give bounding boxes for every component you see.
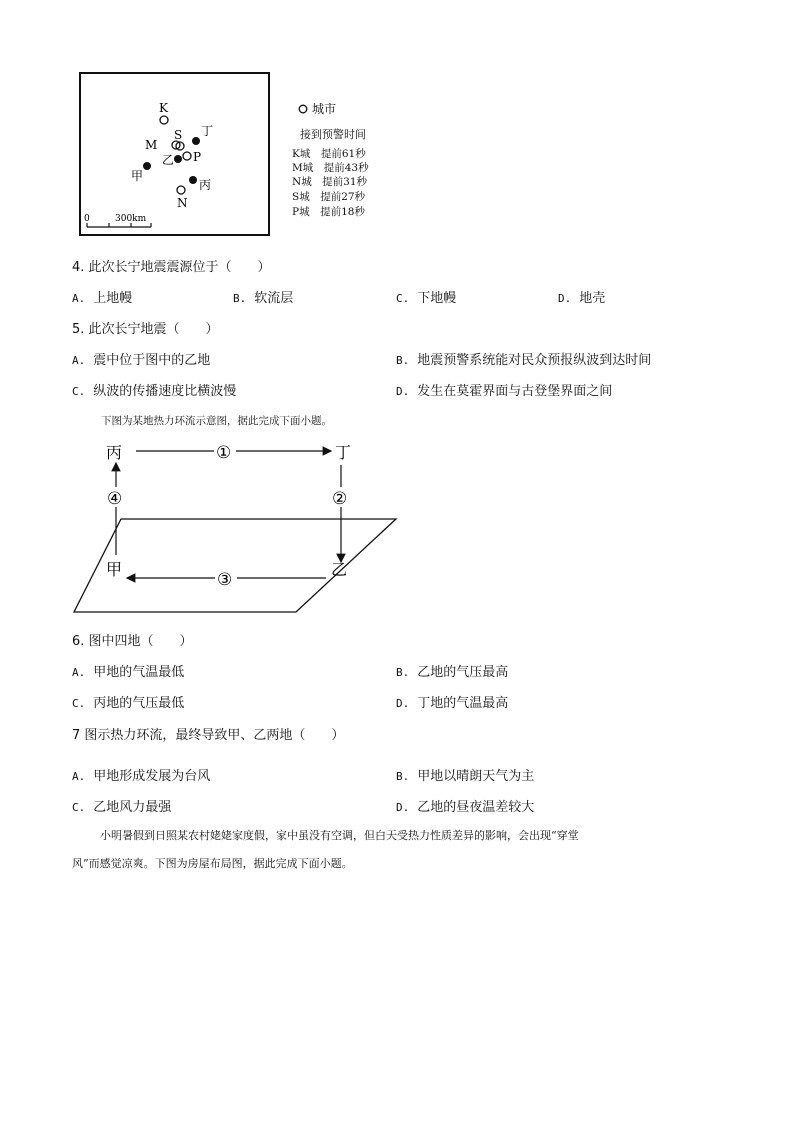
q7-option-b[interactable]: B. 甲地以晴朗天气为主 (396, 769, 535, 784)
thermal-circulation-diagram (60, 435, 410, 620)
q4-option-b[interactable]: B. 软流层 (233, 291, 294, 306)
q6-option-d[interactable]: D. 丁地的气温最高 (396, 696, 509, 711)
q5-option-d[interactable]: D. 发生在莫霍界面与古登堡界面之间 (396, 384, 613, 399)
passage-paragraph (72, 822, 712, 878)
q4-option-d[interactable]: D. 地壳 (558, 291, 606, 306)
passage-line-1: 小明暑假到日照某农村姥姥家度假，家中虽没有空调，但白天受热力性质差异的影响，会出现“穿堂 (100, 829, 579, 842)
label-ding: 丁 (335, 443, 352, 462)
site-marker-yi (174, 155, 182, 163)
question-6-stem: 6. 图中四地（ ） (72, 634, 193, 649)
map-label-n: N (177, 196, 188, 210)
legend-city-label: 城市 (312, 102, 337, 116)
question-7-stem: 7 图示热力环流，最终导致甲、乙两地（ ） (72, 728, 345, 743)
map-label-ding: 丁 (201, 124, 214, 138)
question-4-stem: 4. 此次长宁地震震源位于（ ） (72, 260, 271, 275)
legend-row: P城 提前18秒 (292, 206, 365, 218)
intro-thermal-circulation: 下图为某地热力环流示意图，据此完成下面小题。 (101, 415, 332, 427)
ground-plane (74, 519, 396, 612)
q6-option-c[interactable]: C. 丙地的气压最低 (72, 696, 185, 711)
q7-option-d[interactable]: D. 乙地的昼夜温差较大 (396, 800, 535, 815)
legend-row: S城 提前27秒 (292, 191, 366, 203)
legend-row: M城 提前43秒 (292, 162, 369, 174)
question-5-stem: 5. 此次长宁地震（ ） (72, 322, 219, 337)
map-label-bing: 丙 (199, 178, 212, 192)
q6-option-a[interactable]: A. 甲地的气温最低 (72, 665, 185, 680)
epicenter-map (79, 72, 279, 242)
passage-line-2: 风”而感觉凉爽。下图为房屋布局图，据此完成下面小题。 (72, 857, 353, 870)
site-marker-bing (189, 176, 197, 184)
q4-option-c[interactable]: C. 下地幔 (396, 291, 457, 306)
map-label-k: K (159, 101, 168, 115)
legend-title: 接到预警时间 (300, 128, 366, 141)
circle-3: ③ (217, 570, 233, 590)
circle-1: ① (216, 443, 232, 463)
q6-option-b[interactable]: B. 乙地的气压最高 (396, 665, 509, 680)
label-jia: 甲 (106, 560, 123, 579)
q5-option-b[interactable]: B. 地震预警系统能对民众预报纵波到达时间 (396, 353, 652, 368)
scale-label: 300km (115, 214, 147, 224)
q4-option-a[interactable]: A. 上地幔 (72, 291, 133, 306)
legend-row: N城 提前31秒 (292, 176, 368, 188)
map-label-m: M (145, 138, 158, 152)
label-bing: 丙 (106, 443, 123, 462)
q7-option-a[interactable]: A. 甲地形成发展为台风 (72, 769, 211, 784)
site-marker-ding (192, 137, 200, 145)
circle-4: ④ (107, 489, 123, 509)
city-marker-n (177, 186, 185, 194)
city-marker-k (160, 116, 168, 124)
circle-2: ② (332, 489, 348, 509)
map-label-p: P (193, 150, 202, 164)
q5-option-c[interactable]: C. 纵波的传播速度比横波慢 (72, 384, 237, 399)
map-legend (292, 100, 369, 218)
map-label-jia: 甲 (131, 169, 144, 183)
city-marker-p (183, 152, 191, 160)
legend-city (298, 100, 336, 117)
map-label-s: S (174, 128, 183, 142)
scale-zero: 0 (84, 214, 90, 224)
q5-option-a[interactable]: A. 震中位于图中的乙地 (72, 353, 211, 368)
legend-row: K城 提前61秒 (292, 148, 366, 160)
map-label-yi: 乙 (162, 153, 175, 167)
site-marker-jia (143, 162, 151, 170)
q7-option-c[interactable]: C. 乙地风力最强 (72, 800, 172, 815)
city-symbol-icon (298, 104, 308, 114)
label-yi: 乙 (331, 560, 348, 579)
